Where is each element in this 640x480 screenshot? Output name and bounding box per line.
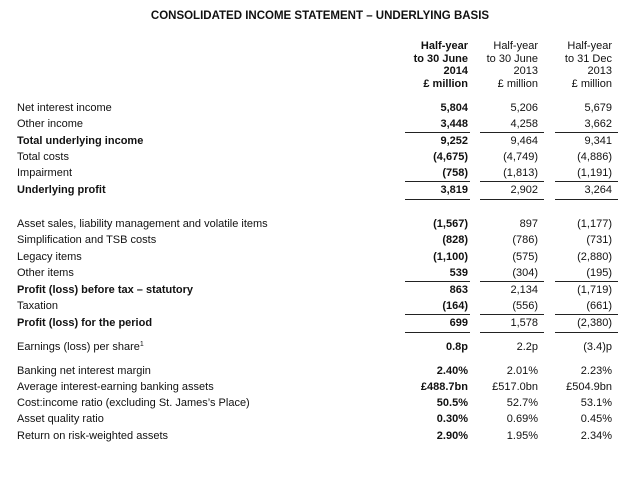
total-rule: [555, 199, 618, 200]
value-h1-2014: 50.5%: [436, 397, 468, 409]
value-h1-2013: £517.0bn: [492, 381, 538, 393]
value-h1-2014: (1,100): [433, 251, 468, 263]
value-h2-2013: (1,719): [577, 284, 612, 296]
table-row-total: [0, 282, 640, 298]
value-h1-2013: 897: [519, 218, 538, 230]
row-label: Cost:income ratio (excluding St. James’s Place): [17, 397, 250, 409]
value-h1-2013: 2.2p: [516, 341, 538, 353]
value-h1-2014: 2.40%: [436, 365, 468, 377]
row-label: Profit (loss) for the period: [17, 317, 153, 329]
table-row: [0, 100, 640, 116]
value-h2-2013: 2.34%: [580, 430, 612, 442]
row-label: Banking net interest margin: [17, 365, 151, 377]
row-label: Net interest income: [17, 102, 112, 114]
row-label: Asset quality ratio: [17, 413, 104, 425]
value-h2-2013: (4,886): [577, 151, 612, 163]
row-label: Total costs: [17, 151, 69, 163]
total-rule: [480, 199, 544, 200]
table-row: [0, 116, 640, 132]
row-label: Total underlying income: [17, 135, 144, 147]
value-h2-2013: 53.1%: [580, 397, 612, 409]
value-h1-2014: 3,819: [440, 184, 468, 196]
value-h1-2013: 1.95%: [506, 430, 538, 442]
value-h1-2013: 0.69%: [506, 413, 538, 425]
row-label: Return on risk-weighted assets: [17, 430, 169, 442]
value-h2-2013: 3,662: [584, 118, 612, 130]
table-row: [0, 298, 640, 314]
table-row: [0, 149, 640, 165]
row-label: Earnings (loss) per share$^1$: [17, 341, 144, 353]
table-row: [0, 428, 640, 444]
value-h1-2013: 2,902: [510, 184, 538, 196]
footnote-marker: 1: [139, 341, 144, 348]
value-h2-2013: £504.9bn: [566, 381, 612, 393]
row-label: Profit (loss) before tax – statutory: [17, 284, 194, 296]
value-h2-2013: (1,191): [577, 167, 612, 179]
column-header-h1-2013: Half-year to 30 June 2013 £ million: [486, 40, 538, 90]
value-h1-2014: 0.8p: [445, 341, 468, 353]
value-h2-2013: 9,341: [584, 135, 612, 147]
value-h1-2014: 5,804: [440, 102, 468, 114]
value-h1-2014: 2.90%: [436, 430, 468, 442]
value-h1-2013: (4,749): [503, 151, 538, 163]
column-header-h1-2014: Half-year to 30 June 2014 £ million: [413, 40, 468, 90]
value-h2-2013: 2.23%: [580, 365, 612, 377]
value-h1-2013: (786): [512, 234, 538, 246]
value-h2-2013: (2,380): [577, 317, 612, 329]
value-h1-2013: 5,206: [510, 102, 538, 114]
value-h1-2014: 863: [449, 284, 468, 296]
table-row: [0, 165, 640, 181]
row-label: Simplification and TSB costs: [17, 234, 157, 246]
value-h2-2013: (731): [586, 234, 612, 246]
value-h1-2013: 9,464: [510, 135, 538, 147]
table-row-total: [0, 315, 640, 331]
total-rule: [405, 199, 470, 200]
row-label: Other items: [17, 267, 74, 279]
total-rule: [405, 332, 470, 333]
table-row: [0, 339, 640, 355]
row-label: Asset sales, liability management and volatile items: [17, 218, 268, 230]
table-row: [0, 265, 640, 281]
value-h1-2013: (1,813): [503, 167, 538, 179]
value-h1-2013: 2.01%: [506, 365, 538, 377]
value-h1-2014: (828): [442, 234, 468, 246]
table-row: [0, 216, 640, 232]
value-h1-2013: (304): [512, 267, 538, 279]
value-h1-2014: £488.7bn: [420, 381, 468, 393]
total-rule: [480, 332, 544, 333]
value-h2-2013: (661): [586, 300, 612, 312]
row-label: Impairment: [17, 167, 73, 179]
value-h1-2013: 52.7%: [506, 397, 538, 409]
table-row: [0, 379, 640, 395]
value-h1-2014: 699: [449, 317, 468, 329]
value-h1-2013: 4,258: [510, 118, 538, 130]
total-rule: [555, 332, 618, 333]
table-row: [0, 411, 640, 427]
column-header-h2-2013: Half-year to 31 Dec 2013 £ million: [564, 40, 612, 90]
table-row: [0, 395, 640, 411]
table-row: [0, 249, 640, 265]
value-h1-2014: (4,675): [433, 151, 468, 163]
row-label: Legacy items: [17, 251, 82, 263]
value-h1-2014: 539: [449, 267, 468, 279]
value-h2-2013: (3.4)p: [583, 341, 612, 353]
table-row: [0, 232, 640, 248]
value-h2-2013: (195): [586, 267, 612, 279]
value-h2-2013: 3,264: [584, 184, 612, 196]
value-h2-2013: (1,177): [577, 218, 612, 230]
table-row: [0, 363, 640, 379]
value-h1-2013: (556): [512, 300, 538, 312]
value-h1-2014: 3,448: [440, 118, 468, 130]
value-h1-2014: (758): [442, 167, 468, 179]
row-label: Average interest-earning banking assets: [17, 381, 214, 393]
value-h1-2014: (1,567): [433, 218, 468, 230]
row-label: Other income: [17, 118, 84, 130]
value-h1-2013: 1,578: [510, 317, 538, 329]
value-h1-2014: 0.30%: [436, 413, 468, 425]
table-row-total: [0, 182, 640, 198]
value-h1-2014: (164): [442, 300, 468, 312]
table-row-total: [0, 133, 640, 149]
statement-title: CONSOLIDATED INCOME STATEMENT – UNDERLYING BASIS: [150, 10, 490, 22]
row-label: Taxation: [17, 300, 58, 312]
value-h1-2013: (575): [512, 251, 538, 263]
value-h2-2013: (2,880): [577, 251, 612, 263]
value-h2-2013: 5,679: [584, 102, 612, 114]
value-h1-2013: 2,134: [510, 284, 538, 296]
value-h2-2013: 0.45%: [580, 413, 612, 425]
value-h1-2014: 9,252: [440, 135, 468, 147]
row-label: Underlying profit: [17, 184, 106, 196]
